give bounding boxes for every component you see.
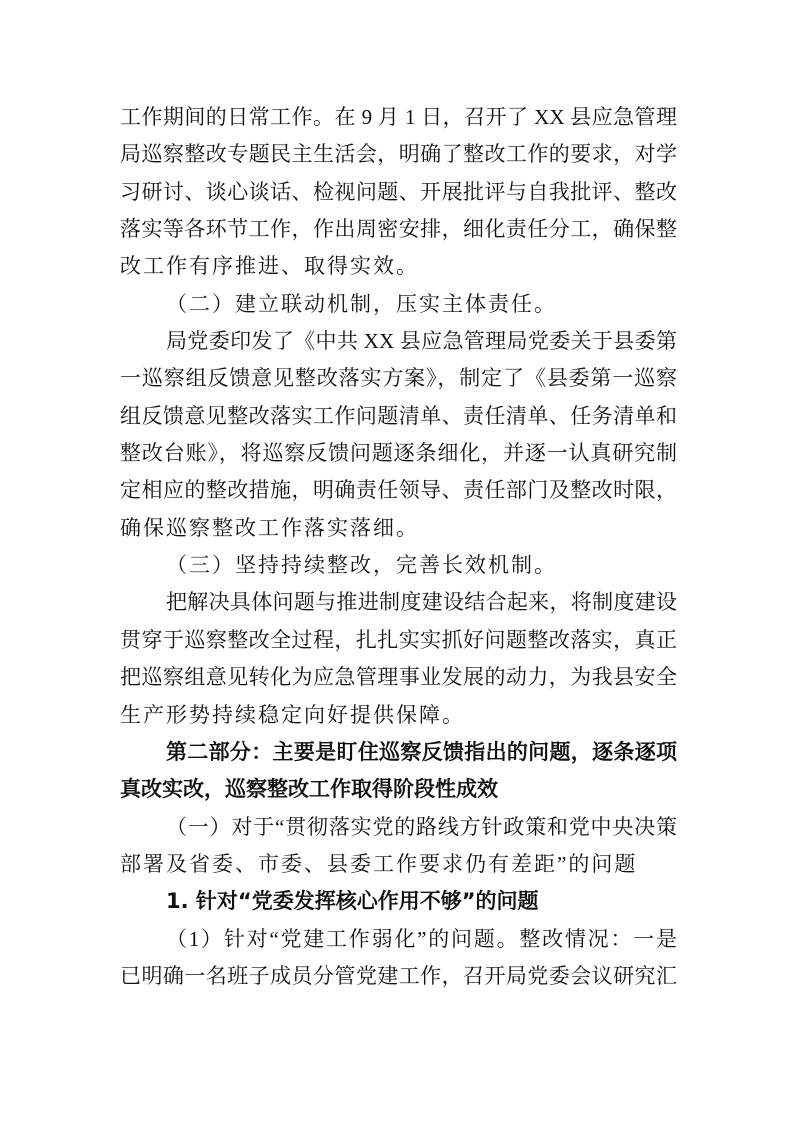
body-text-line: （1）针对“党建工作弱化”的问题。整改情况：一是 — [166, 926, 677, 951]
body-text-line: 生产形势持续稳定向好提供保障。 — [120, 702, 465, 727]
body-text-line: 局党委印发了《中共 XX 县应急管理局党委关于县委第 — [166, 329, 677, 354]
body-text-line: 组反馈意见整改落实工作问题清单、责任清单、任务清单和 — [120, 403, 677, 428]
body-text-line: 落实等各环节工作，作出周密安排，细化责任分工，确保整 — [120, 217, 677, 242]
section-heading-3: （三）坚持持续整改，完善长效机制。 — [166, 553, 557, 578]
subsection-heading-1: （一）对于“贯彻落实党的路线方针政策和党中央决策 — [166, 814, 677, 839]
body-text-line: 把解决具体问题与推进制度建设结合起来，将制度建设 — [166, 590, 677, 615]
document-page — [120, 99, 677, 995]
body-text-line: 把巡察组意见转化为应急管理事业发展的动力，为我县安全 — [120, 665, 677, 690]
body-text-line: 改工作有序推进、取得实效。 — [120, 254, 419, 279]
body-text-line: 习研讨、谈心谈话、检视问题、开展批评与自我批评、整改 — [120, 179, 677, 204]
body-text-line: 一巡察组反馈意见整改落实方案》，制定了《县委第一巡察 — [120, 366, 677, 391]
body-text-line: 确保巡察整改工作落实落细。 — [120, 515, 419, 540]
part-two-heading: 第二部分：主要是盯住巡察反馈指出的问题，逐条逐项 — [166, 739, 677, 764]
item-heading-1: 1. 针对“党委发挥核心作用不够”的问题 — [166, 889, 539, 914]
subsection-heading-1-cont: 部署及省委、市委、县委工作要求仍有差距”的问题 — [120, 851, 638, 876]
body-text-line: 定相应的整改措施，明确责任领导、责任部门及整改时限， — [120, 478, 677, 503]
part-two-heading-cont: 真改实改，巡察整改工作取得阶段性成效 — [120, 777, 498, 802]
body-text-line: 已明确一名班子成员分管党建工作，召开局党委会议研究汇 — [120, 963, 677, 988]
body-text-line: 整改台账》，将巡察反馈问题逐条细化，并逐一认真研究制 — [120, 441, 677, 466]
section-heading-2: （二）建立联动机制，压实主体责任。 — [166, 291, 557, 316]
body-text-line: 工作期间的日常工作。在 9 月 1 日，召开了 XX 县应急管理 — [120, 105, 677, 129]
body-text-line: 贯穿于巡察整改全过程，扎扎实实抓好问题整改落实，真正 — [120, 627, 677, 652]
body-text-line: 局巡察整改专题民主生活会，明确了整改工作的要求，对学 — [120, 142, 677, 167]
